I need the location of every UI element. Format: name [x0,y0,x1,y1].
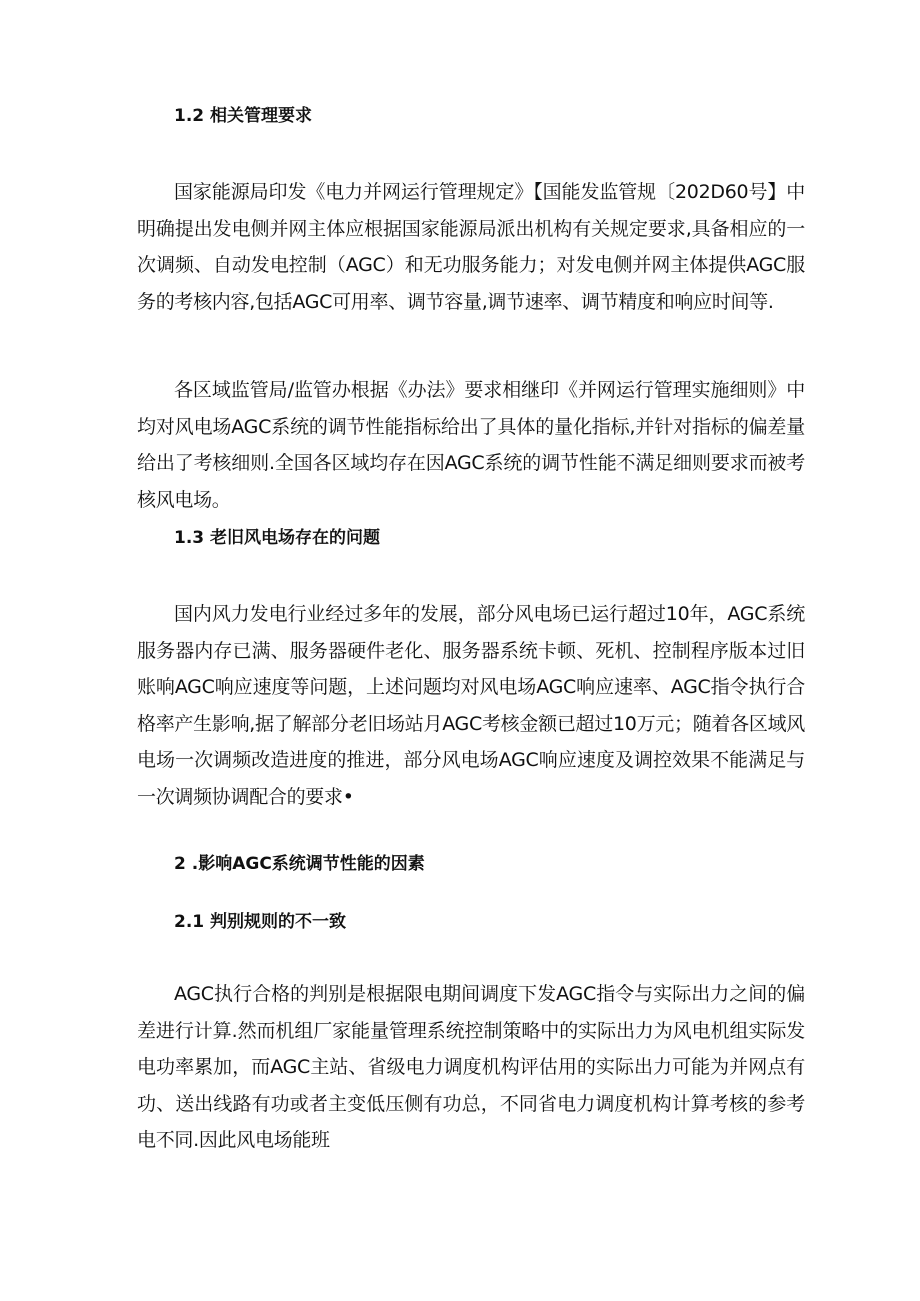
section-heading-2: 2 .影响AGC系统调节性能的因素 [174,854,425,874]
section-heading-1-3: 1.3 老旧风电场存在的问题 [174,528,381,548]
paragraph-2-1-a: AGC执行合格的判别是根据限电期间调度下发AGC指令与实际出力之间的偏差进行计算.然而机组厂家能量管理系统控制策略中的实际出力为风电机组实际发电功率累加，而AGC主站、省级电力调度机构评估用的实际出力可能为并网点有功、送出线路有功或者主变低压侧有功总，不同省电力调度机构计算考核的参考电不同.因此风电场能班 [137,983,805,1151]
section-heading-2-1: 2.1 判别规则的不一致 [174,912,347,932]
paragraph-1-2-a: 国家能源局印发《电力并网运行管理规定》【国能发监管规〔202D60号】中明确提出发电侧并网主体应根据国家能源局派出机构有关规定要求,具备相应的一次调频、自动发电控制（AGC）和无功服务能力；对发电侧并网主体提供AGC服务的考核内容,包括AGC可用率、调节容量,调节速率、调节精度和响应时间等. [137,181,805,313]
section-heading-1-2: 1.2 相关管理要求 [174,106,313,126]
paragraph-1-2-b: 各区域监管局/监管办根据《办法》要求相继印《并网运行管理实施细则》中均对风电场AGC系统的调节性能指标给出了具体的量化指标,并针对指标的偏差量给出了考核细则.全国各区域均存在因AGC系统的调节性能不满足细则要求而被考核风电场。 [137,379,805,511]
paragraph-1-3-a: 国内风力发电行业经过多年的发展，部分风电场已运行超过10年，AGC系统服务器内存已满、服务器硬件老化、服务器系统卡顿、死机、控制程序版本过旧账响AGC响应速度等问题，上述问题均对风电场AGC响应速率、AGC指令执行合格率产生影响,据了解部分老旧场站月AGC考核金额已超过10万元；随着各区域风电场一次调频改造进度的推进，部分风电场AGC响应速度及调控效果不能满足与一次调频协调配合的要求• [137,603,805,808]
